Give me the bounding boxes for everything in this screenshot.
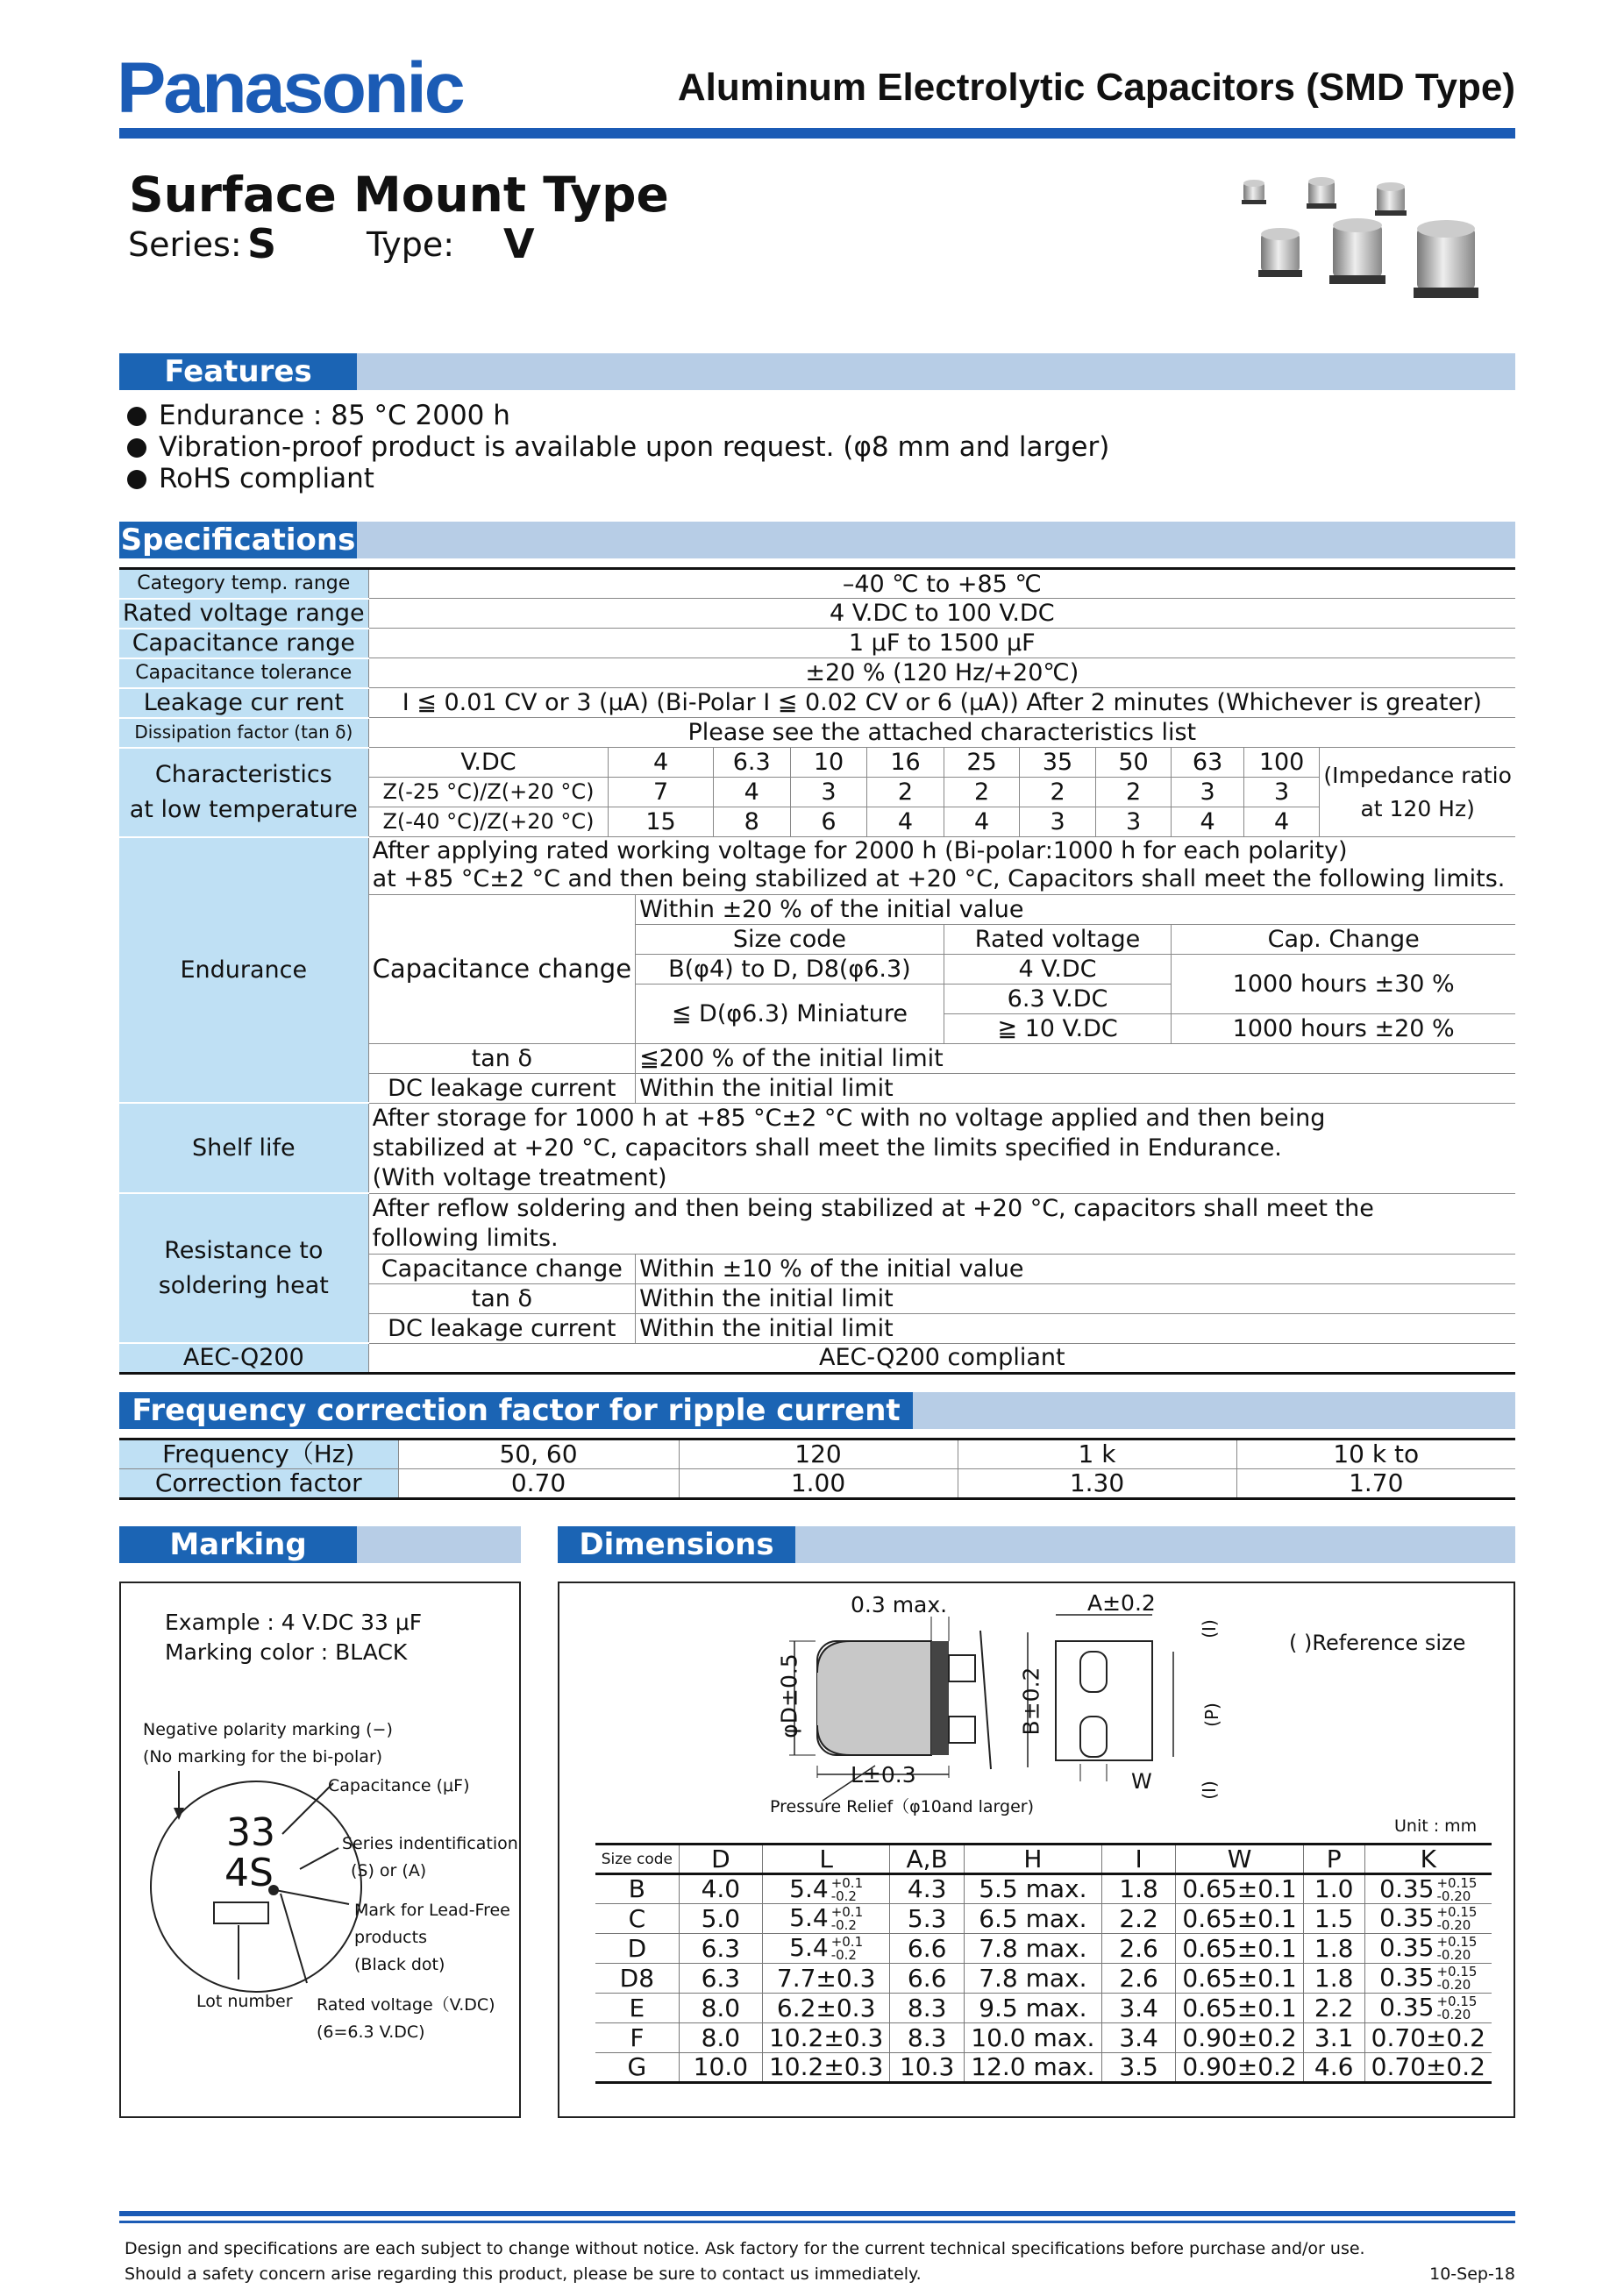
terminal [949, 1717, 975, 1743]
dim-label-pressure-relief: Pressure Relief（φ10and larger) [770, 1797, 1035, 1816]
capacitor-small-1 [1242, 180, 1266, 204]
spec-row-endurance-dcl: DC leakage current Within the initial limit [119, 1073, 1515, 1103]
dim-cell-l: 10.2±0.3 [762, 2053, 889, 2083]
product-photo [1235, 172, 1515, 312]
dim-label-03max: 0.3 max. [851, 1592, 948, 1617]
dim-cell-ab: 5.3 [890, 1904, 965, 1934]
bullet-icon [127, 438, 146, 458]
dim-cell-k: 0.35 +0.15 -0.20 [1364, 1874, 1492, 1904]
dim-cell-d: 8.0 [679, 1994, 762, 2023]
rated-voltage-label: Rated voltage（V.DC) (6=6.3 V.DC) [317, 1995, 495, 2042]
dimensions-row [595, 1994, 1492, 2023]
negative-polarity-label: Negative polarity marking (−) (No marking for the bi-polar) [143, 1720, 393, 1766]
dim-cell-h: 7.8 max. [964, 1964, 1101, 1994]
dim-cell-d: 10.0 [679, 2053, 762, 2083]
spec-row-dissipation: Dissipation factor (tan δ) Please see the attached characteristics list [119, 718, 1515, 748]
dim-cell-k: 0.35 +0.15 -0.20 [1364, 1934, 1492, 1964]
series-id-label: Series indentification (S) or (A) [342, 1834, 518, 1880]
spec-row-aec: AEC-Q200 AEC-Q200 compliant [119, 1343, 1515, 1373]
dim-cell-h: 7.8 max. [964, 1934, 1101, 1964]
dim-cell-h: 10.0 max. [964, 2023, 1101, 2053]
dim-cell-h: 5.5 max. [964, 1874, 1101, 1904]
dim-cell-l: 5.4 +0.1 -0.2 [762, 1934, 889, 1964]
dimensions-header-row: Size code D L A,B H I W P K [595, 1845, 1492, 1874]
dim-cell-l: 5.4 +0.1 -0.2 [762, 1904, 889, 1934]
marking-series-text: 4S [224, 1851, 274, 1895]
terminal [949, 1655, 975, 1681]
spec-row-endurance-within: Capacitance change Within ±20 % of the initial value [119, 894, 1515, 924]
dim-cell-code: F [595, 2023, 679, 2053]
features-heading: Features [119, 353, 357, 390]
capacitor-small-3 [1375, 182, 1407, 216]
dim-cell-d: 5.0 [679, 1904, 762, 1934]
spec-row-leakage: Leakage cur rent I ≦ 0.01 CV or 3 (μA) (Bi-Polar I ≦ 0.02 CV or 6 (μA)) After 2 minutes (Whichever is greater) [119, 688, 1515, 718]
dimensions-row [595, 2023, 1492, 2053]
type-label: Type: [367, 225, 455, 264]
series-label: Series: [128, 225, 242, 264]
spec-row-endurance-1: B(φ4) to D, D8(φ6.3) 4 V.DC 1000 hours ±30 % [119, 954, 1515, 984]
feature-item: Endurance : 85 °C 2000 h [127, 400, 510, 431]
dim-cell-ab: 8.3 [890, 2023, 965, 2053]
dim-cell-ab: 4.3 [890, 1874, 965, 1904]
spec-row-endurance-3: ≧ 10 V.DC 1000 hours ±20 % [119, 1013, 1515, 1043]
dim-cell-k: 0.70±0.2 [1364, 2023, 1492, 2053]
frequency-row: Frequency（Hz) 50, 60 120 1 k 10 k to [119, 1439, 1515, 1469]
spec-row-endurance-text: Endurance After applying rated working voltage for 2000 h (Bi-polar:1000 h for each polarity) [119, 837, 1515, 865]
brand-logo: Panasonic [117, 48, 463, 128]
header-rule [119, 128, 1515, 139]
correction-factor-row: Correction factor 0.70 1.00 1.30 1.70 [119, 1469, 1515, 1499]
dimensions-row [595, 1874, 1492, 1904]
dim-cell-w: 0.65±0.1 [1176, 1964, 1303, 1994]
dim-cell-i: 3.4 [1101, 1994, 1176, 2023]
dim-cell-ab: 10.3 [890, 2053, 965, 2083]
dim-cell-w: 0.65±0.1 [1176, 1904, 1303, 1934]
dim-cell-i: 3.4 [1101, 2023, 1176, 2053]
spec-row-low-temp-vdc: Characteristics at low temperature V.DC 4 6.3 10 16 25 35 50 63 100 (Impedance ratio at 120 Hz) [119, 748, 1515, 778]
dim-cell-h: 12.0 max. [964, 2053, 1101, 2083]
capacitor-base [931, 1641, 949, 1755]
dim-cell-d: 6.3 [679, 1964, 762, 1994]
spec-row-shelf-life: Shelf life After storage for 1000 h at +85 °C±2 °C with no voltage applied and then being stabilized at +20 °C, capacitors shall meet the limits specified in Endurance. (With voltage treatment) [119, 1103, 1515, 1193]
series-value: S [247, 220, 277, 267]
dim-cell-w: 0.65±0.1 [1176, 1994, 1303, 2023]
capacitance-label: Capacitance (μF) [328, 1776, 470, 1795]
marking-example: Example : 4 V.DC 33 μF [165, 1610, 423, 1635]
dim-cell-h: 6.5 max. [964, 1904, 1101, 1934]
bullet-icon [127, 407, 146, 426]
reference-size-note: ( )Reference size [1289, 1631, 1466, 1655]
capacitor-large-2 [1414, 220, 1478, 298]
footer-disclaimer-1: Design and specifications are each subject to change without notice. Ask factory for the current technical specifications before purchase and/or use. [125, 2239, 1365, 2258]
dim-cell-code: B [595, 1874, 679, 1904]
dim-label-W: W [1131, 1769, 1152, 1794]
spec-row-endurance-tan: tan δ ≦200 % of the initial limit [119, 1043, 1515, 1073]
spec-row-solder-tan: tan δ Within the initial limit [119, 1283, 1515, 1313]
capacitor-body [817, 1641, 931, 1755]
seat-line [980, 1631, 991, 1769]
dim-label-I-bottom: (I) [1198, 1781, 1220, 1800]
spec-row-endurance-2: ≦ D(φ6.3) Miniature 6.3 V.DC [119, 984, 1515, 1013]
dim-cell-p: 1.5 [1303, 1904, 1364, 1934]
specifications-section-bar [119, 522, 1515, 558]
dim-cell-i: 2.6 [1101, 1934, 1176, 1964]
dim-cell-w: 0.65±0.1 [1176, 1934, 1303, 1964]
dimensions-table [595, 1843, 1492, 2084]
dim-cell-h: 9.5 max. [964, 1994, 1101, 2023]
dim-cell-d: 4.0 [679, 1874, 762, 1904]
frequency-table [119, 1438, 1515, 1500]
dim-cell-code: G [595, 2053, 679, 2083]
spec-row-tolerance: Capacitance tolerance ±20 % (120 Hz/+20℃) [119, 658, 1515, 688]
dim-cell-code: D [595, 1934, 679, 1964]
dim-cell-k: 0.70±0.2 [1364, 2053, 1492, 2083]
document-title: Aluminum Electrolytic Capacitors (SMD Type) [677, 66, 1515, 109]
arrow-line [275, 1890, 349, 1904]
dim-cell-p: 4.6 [1303, 2053, 1364, 2083]
footer-rule [119, 2211, 1515, 2223]
dim-cell-p: 1.0 [1303, 1874, 1364, 1904]
dim-cell-i: 3.5 [1101, 2053, 1176, 2083]
dim-cell-d: 8.0 [679, 2023, 762, 2053]
spec-row-category-temp: Category temp. range –40 ℃ to +85 ℃ [119, 569, 1515, 599]
frequency-heading: Frequency correction factor for ripple current [119, 1392, 913, 1429]
frequency-section-bar [119, 1392, 1515, 1429]
dim-cell-p: 1.8 [1303, 1964, 1364, 1994]
marking-color: Marking color : BLACK [165, 1639, 408, 1665]
dimensions-row [595, 2053, 1492, 2083]
dim-cell-l: 5.4 +0.1 -0.2 [762, 1874, 889, 1904]
dimensions-section-bar [558, 1526, 1515, 1563]
dim-label-P: (P) [1200, 1702, 1222, 1727]
dim-cell-ab: 6.6 [890, 1964, 965, 1994]
dim-cell-k: 0.35 +0.15 -0.20 [1364, 1994, 1492, 2023]
dim-cell-ab: 8.3 [890, 1994, 965, 2023]
bullet-icon [127, 470, 146, 489]
features-section-bar [119, 353, 1515, 390]
dim-label-L: L±0.3 [851, 1762, 916, 1788]
dim-cell-p: 2.2 [1303, 1994, 1364, 2023]
dim-label-I-top: (I) [1198, 1619, 1220, 1638]
specifications-table: Category temp. range –40 ℃ to +85 ℃ Rated voltage range 4 V.DC to 100 V.DC Capacitance range 1 μF to 1500 μF Capacitance tolerance ±20 % (120 Hz/+20℃) Leakage cur rent I ≦ 0.01 CV or 3 (μA) (Bi-Polar I ≦ 0.02 CV or 6 (μA)) After 2 minutes (Whichever is greater) Dissipation factor (tan δ) Please see the attached characteristics list Characteristics at low temperature V.DC 4 6.3 10 16 25 35 50 63 100 (Impedance ratio at 120 Hz) Z(-25 °C)/Z(+20 °C) 7 4 3 2 2 2 2 3 3 Z(-40 °C)/Z(+20 °C) 15 8 6 4 4 3 3 4 4 Endurance After applying rated working voltage for 2000 h (Bi-polar:1000 h for each polarity) at +85 °C±2 °C and then being stabilized at +20 °C, Capacitors shall meet the following limits. Capacitance change Within ±20 % of the initial value Size code Rated voltage Cap. Change B(φ4) to D, D8(φ6.3) 4 V.DC 1000 hours ±30 % ≦ D(φ6.3) Miniature 6.3 V.DC ≧ 10 V.DC 1000 hours ±20 % tan δ ≦200 % of the initial limit DC leakage current Within the initial limit Shelf life After storage for 1000 h at +85 °C±2 °C with no voltage applied and then being stabilized at +20 °C, capacitors shall meet the limits specified in Endurance. (With voltage treatment) Resistance to soldering heat After reflow soldering and then being stabilized at +20 °C, capacitors shall meet the following limits. Capacitance change Within ±10 % of the initial value tan δ Within the initial limit DC leakage current Within the initial limit AEC-Q200 AEC-Q200 compliant [119, 567, 1515, 1375]
dim-label-D: φD±0.5 [776, 1653, 802, 1738]
page-title: Surface Mount Type [129, 167, 669, 223]
type-value: V [503, 220, 535, 267]
dimensions-row [595, 1904, 1492, 1934]
unit-label: Unit : mm [1394, 1816, 1478, 1836]
dim-cell-i: 2.6 [1101, 1964, 1176, 1994]
spec-row-low-temp-z25: Z(-25 °C)/Z(+20 °C) 7 4 3 2 2 2 2 3 3 [119, 778, 1515, 807]
dim-cell-p: 1.8 [1303, 1934, 1364, 1964]
arrow-line [281, 1894, 307, 1983]
spec-row-low-temp-z40: Z(-40 °C)/Z(+20 °C) 15 8 6 4 4 3 3 4 4 [119, 807, 1515, 837]
lead-free-label: Mark for Lead-Free products (Black dot) [354, 1901, 510, 1974]
dim-cell-p: 3.1 [1303, 2023, 1364, 2053]
dim-cell-l: 10.2±0.3 [762, 2023, 889, 2053]
dim-cell-w: 0.90±0.2 [1176, 2023, 1303, 2053]
dim-cell-l: 7.7±0.3 [762, 1964, 889, 1994]
dim-cell-k: 0.35 +0.15 -0.20 [1364, 1964, 1492, 1994]
capacitor-medium [1258, 228, 1302, 277]
marking-diagram [119, 1745, 521, 2025]
marking-section-bar [119, 1526, 521, 1563]
spec-row-solder-text: Resistance to soldering heat After reflow soldering and then being stabilized at +20 °C, capacitors shall meet the following limits. [119, 1193, 1515, 1254]
dim-cell-ab: 6.6 [890, 1934, 965, 1964]
specifications-heading: Specifications [120, 522, 356, 558]
feature-item: Vibration-proof product is available upon request. (φ8 mm and larger) [127, 431, 1109, 463]
spec-row-endurance-headers: Size code Rated voltage Cap. Change [119, 924, 1515, 954]
dim-cell-code: E [595, 1994, 679, 2023]
arrow-line [300, 1848, 338, 1869]
capacitor-large-1 [1329, 218, 1385, 284]
spec-row-solder-dcl: DC leakage current Within the initial limit [119, 1313, 1515, 1343]
dim-cell-w: 0.90±0.2 [1176, 2053, 1303, 2083]
dim-cell-l: 6.2±0.3 [762, 1994, 889, 2023]
marking-heading: Marking [119, 1526, 357, 1563]
feature-item: RoHS compliant [127, 463, 374, 494]
footer-disclaimer-2: Should a safety concern arise regarding this product, please be sure to contact us immediately. [125, 2264, 922, 2284]
spec-row-capacitance: Capacitance range 1 μF to 1500 μF [119, 629, 1515, 658]
dim-label-A: A±0.2 [1087, 1590, 1156, 1616]
dimensions-heading: Dimensions [558, 1526, 795, 1563]
dim-cell-d: 6.3 [679, 1934, 762, 1964]
dim-cell-k: 0.35 +0.15 -0.20 [1364, 1904, 1492, 1934]
dim-cell-i: 2.2 [1101, 1904, 1176, 1934]
dim-cell-w: 0.65±0.1 [1176, 1874, 1303, 1904]
pad [1080, 1717, 1107, 1757]
dim-label-B: B±0.2 [1018, 1667, 1044, 1736]
dimensions-row [595, 1934, 1492, 1964]
dimensions-row [595, 1964, 1492, 1994]
spec-row-solder-cap: Capacitance change Within ±10 % of the initial value [119, 1254, 1515, 1283]
capacitor-small-2 [1307, 177, 1336, 209]
lot-number-label: Lot number [196, 1992, 293, 2011]
dim-cell-code: D8 [595, 1964, 679, 1994]
dim-cell-i: 1.8 [1101, 1874, 1176, 1904]
marking-capacitance-text: 33 [226, 1810, 275, 1855]
dim-cell-code: C [595, 1904, 679, 1934]
spec-row-rated-voltage: Rated voltage range 4 V.DC to 100 V.DC [119, 599, 1515, 629]
lot-number-box [214, 1902, 268, 1923]
pad [1080, 1652, 1107, 1692]
footer-date: 10-Sep-18 [1429, 2264, 1515, 2284]
